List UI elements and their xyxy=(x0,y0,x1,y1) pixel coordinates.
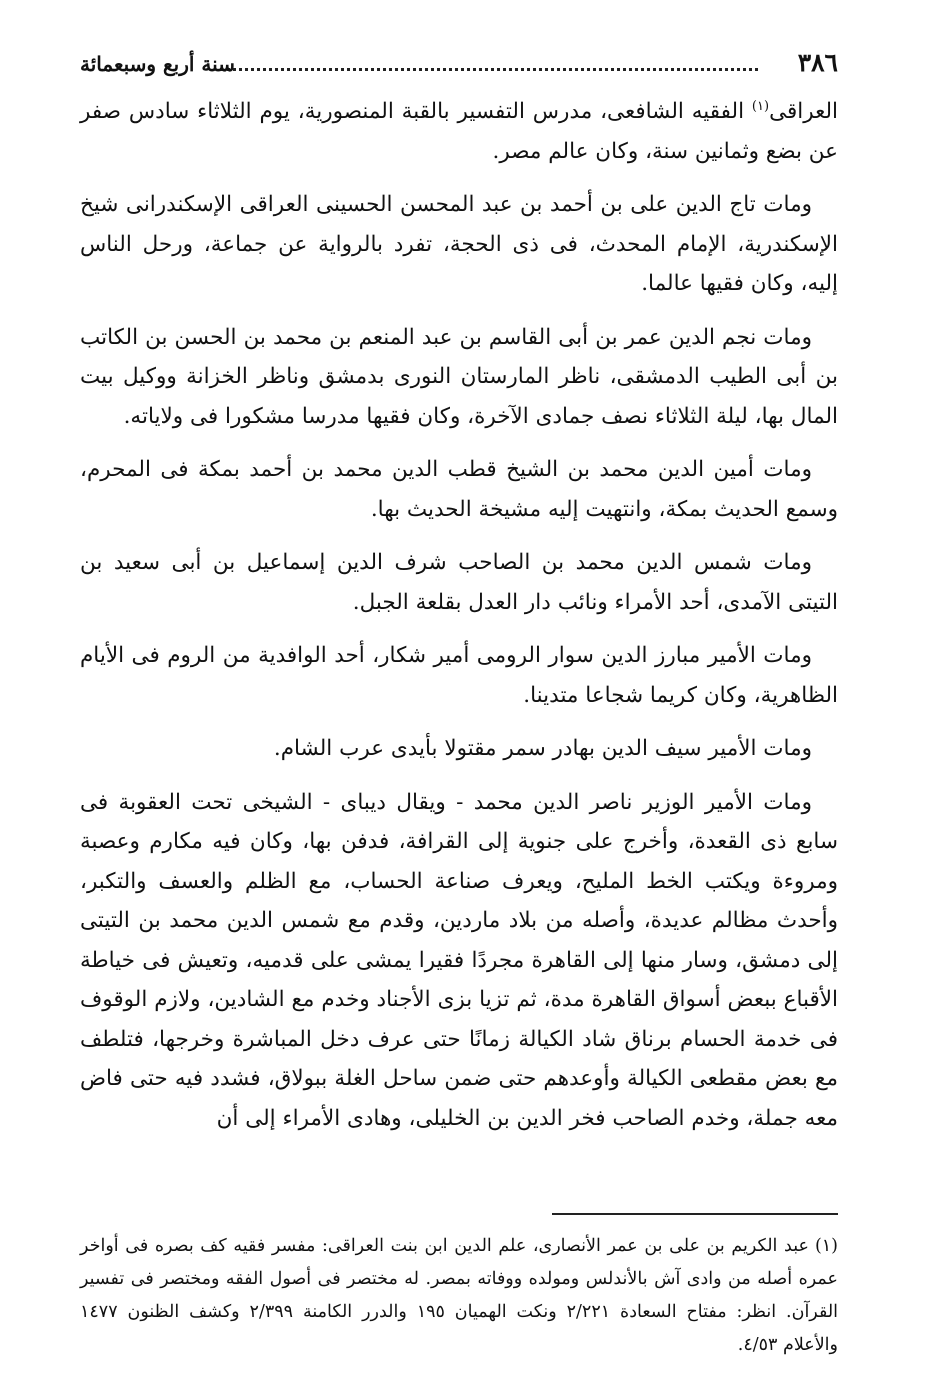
footnote xyxy=(80,1230,838,1362)
paragraph-5: ومات شمس الدين محمد بن الصاحب شرف الدين إسماعيل بن أبى سعيد بن التيتى الآمدى، أحد الأمراء ونائب دار العدل بقلعة الجبل. xyxy=(80,550,838,615)
paragraph-4: ومات أمين الدين محمد بن الشيخ قطب الدين محمد بن أحمد بمكة فى المحرم، وسمع الحديث بمكة، وانتهيت إليه مشيخة الحديث بها. xyxy=(80,457,838,522)
paragraph-1-text: الفقيه الشافعى، مدرس التفسير بالقبة المنصورية، يوم الثلاثاء سادس صفر عن بضع وثمانين سنة، وكان عالم مصر. xyxy=(80,99,838,164)
footnote-reference[interactable]: (١) xyxy=(751,98,770,114)
paragraph-1 xyxy=(80,92,838,171)
book-page xyxy=(80,44,838,1364)
paragraph-2: ومات تاج الدين على بن أحمد بن عبد المحسن الحسينى العراقى الإسكندرانى شيخ الإسكندرية، الإمام المحدث، فى ذى الحجة، تفرد بالرواية عن جماعة، ورحل الناس إليه، وكان فقيها عالما. xyxy=(80,192,838,296)
main-text xyxy=(80,92,838,1138)
running-title: سنة أربع وسبعمائة xyxy=(80,52,235,76)
paragraph-8: ومات الأمير الوزير ناصر الدين محمد - ويقال ديباى - الشيخى تحت العقوبة فى سابع ذى القعدة، وأخرج على جنوية إلى القرافة، فدفن بها، وكان فيه مكارم وعصبة ومروءة ويكتب الخط المليح، ويعرف صناعة الحساب، مع الظلم والعسف والتكبر، وأحدث مظالم عديدة، وأصله من بلاد ماردين، وقدم مع شمس الدين محمد بن التيتى إلى دمشق، وسار منها إلى القاهرة مجردًا فقيرا يمشى على قدميه، وتعيش فى خياطة الأقباع ببعض أسواق القاهرة مدة، ثم تزيا بزى الأجناد وخدم مع الشادين، ولازم الوقوف فى خدمة الحسام برناق شاد الكيالة زمانًا حتى عرف دخل المباشرة وخرجها، فتلطف مع بعض مقطعى الكيالة وأوعدهم حتى ضمن ساحل الغلة ببولاق، فشدد فيه حتى فاض معه جملة، وخدم الصاحب فخر الدين بن الخليلى، وهادى الأمراء إلى أن xyxy=(80,789,838,1131)
paragraph-7: ومات الأمير سيف الدين بهادر سمر مقتولا بأيدى عرب الشام. xyxy=(273,736,812,761)
paragraph-1-lead: العراقى xyxy=(769,99,838,124)
paragraph-6: ومات الأمير مبارز الدين سوار الرومى أمير شكار، أحد الوافدية من الروم فى الأيام الظاهرية، وكان كريما شجاعا متدينا. xyxy=(80,643,838,708)
footnote-marker: (١) xyxy=(814,1236,838,1256)
paragraph-3: ومات نجم الدين عمر بن أبى القاسم بن عبد المنعم بن محمد بن الحسن بن الكاتب بن أبى الطيب الدمشقى، ناظر المارستان النورى بدمشق وناظر الخزانة ووكيل بيت المال بها، ليلة الثلاثاء نصف جمادى الآخرة، وكان فقيها مدرسا مشكورا فى ولاياته. xyxy=(80,324,838,429)
page-header xyxy=(80,44,838,84)
footnote-text: عبد الكريم بن على بن عمر الأنصارى، علم الدين ابن بنت العراقى: مفسر فقيه كف بصره فى أواخر عمره أصله من وادى آش بالأندلس ومولده ووفاته بمصر. له مختصر فى أصول الفقه ومختصر فى تفسير القرآن. انظر: مفتاح السعادة ٢/٢٢١ ونكت الهميان ١٩٥ والدرر الكامنة ٢/٣٩٩ وكشف الظنون ١٤٧٧ والأعلام ٤/٥٣. xyxy=(80,1236,839,1355)
header-dotted-leader xyxy=(220,68,758,71)
footnote-separator xyxy=(552,1213,838,1215)
page-number: ٣٨٦ xyxy=(797,48,838,77)
